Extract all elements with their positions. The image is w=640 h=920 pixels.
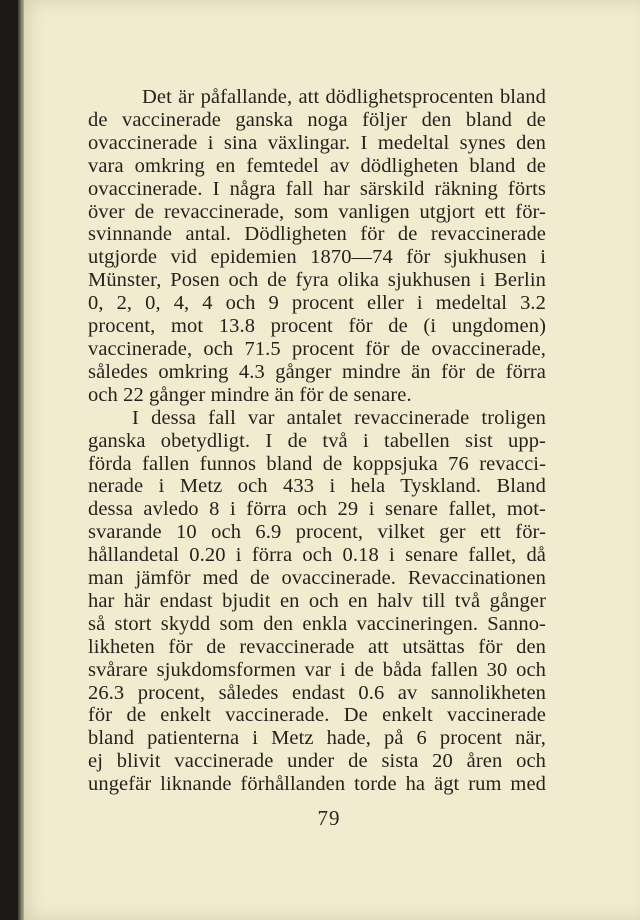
text-line: så stort skydd som den enkla vaccineringen. Sanno-	[88, 612, 546, 635]
text-line: Det är påfallande, att dödlighetsprocenten bland	[142, 86, 546, 108]
text-line: vara omkring en femtedel av dödligheten bland de	[88, 154, 546, 177]
text-line: Münster, Posen och de fyra olika sjukhusen i Berlin	[88, 269, 546, 292]
text-line: således omkring 4.3 gånger mindre än för de förra	[88, 360, 546, 383]
text-line: bland patienterna i Metz hade, på 6 procent när,	[88, 727, 546, 750]
text-line: 26.3 procent, således endast 0.6 av sannolikheten	[88, 681, 546, 704]
text-line: utgjorde vid epidemien 1870—74 för sjukhusen i	[88, 246, 546, 269]
text-line: procent, mot 13.8 procent för de (i ungdomen)	[88, 315, 546, 338]
body-text	[88, 86, 546, 796]
text-line: likheten för de revaccinerade att utsättas för den	[88, 635, 546, 658]
text-line: svarande 10 och 6.9 procent, vilket ger ett för-	[88, 521, 546, 544]
text-line: nerade i Metz och 433 i hela Tyskland. Bland	[88, 475, 546, 498]
text-line: man jämför med de ovaccinerade. Revaccinationen	[88, 567, 546, 590]
text-line: ovaccinerade i sina växlingar. I medeltal synes den	[88, 131, 546, 154]
text-line: ej blivit vaccinerade under de sista 20 åren och	[88, 750, 546, 773]
text-line: hållandetal 0.20 i förra och 0.18 i senare fallet, då	[88, 544, 546, 567]
book-page	[18, 0, 640, 920]
text-line: dessa avledo 8 i förra och 29 i senare fallet, mot-	[88, 498, 546, 521]
text-line: svårare sjukdomsformen var i de båda fallen 30 och	[88, 658, 546, 681]
text-line: ovaccinerade. I några fall har särskild räkning förts	[88, 177, 546, 200]
text-line: över de revaccinerade, som vanligen utgjort ett för-	[88, 200, 546, 223]
text-line: I dessa fall var antalet revaccinerade troligen	[132, 406, 546, 429]
text-line: svinnande antal. Dödligheten för de revaccinerade	[88, 223, 546, 246]
text-line: 0, 2, 0, 4, 4 och 9 procent eller i medeltal 3.2	[88, 292, 546, 315]
text-line: och 22 gånger mindre än för de senare.	[88, 383, 412, 406]
text-line: förda fallen funnos bland de koppsjuka 76 revacci-	[88, 452, 546, 475]
page-number: 79	[317, 806, 341, 830]
text-line: de vaccinerade ganska noga följer den bland de	[88, 108, 546, 131]
text-line: ungefär liknande förhållanden torde ha ägt rum med	[88, 773, 546, 796]
text-line: ganska obetydligt. I de två i tabellen sist upp-	[88, 429, 546, 452]
page-binding-edge	[18, 0, 24, 920]
text-line: vaccinerade, och 71.5 procent för de ovaccinerade,	[88, 337, 546, 360]
text-line: har här endast bjudit en och en halv till två gånger	[88, 589, 546, 612]
text-line: för de enkelt vaccinerade. De enkelt vaccinerade	[88, 704, 546, 727]
